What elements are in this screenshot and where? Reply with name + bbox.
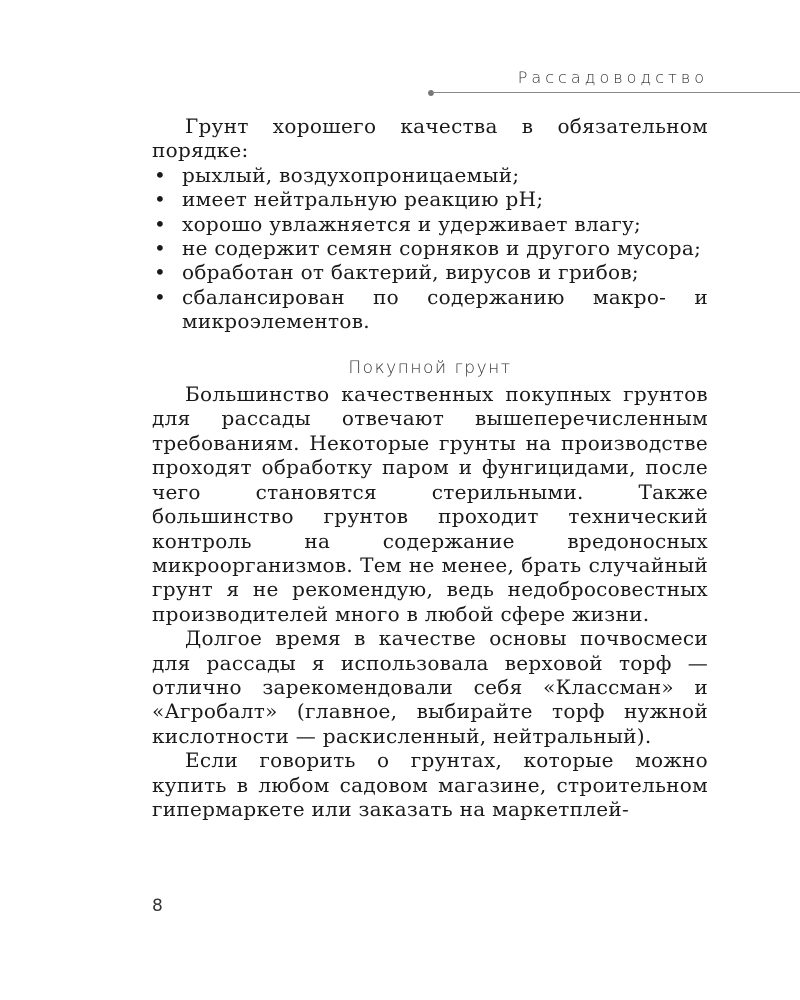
body-paragraph: Если говорить о грунтах, которые можно купить в любом садовом магазине, строительном гипермаркете или заказать на маркетплей- [152,748,708,821]
list-item [152,212,708,236]
list-item-text: хорошо увлажняется и удерживает влагу; [182,211,642,236]
list-item-text: сбалансирован по содержанию макро- и микроэлементов. [182,284,708,334]
section-heading: Покупной грунт [348,357,512,378]
list-item [152,260,708,284]
bullet-icon: • [154,284,167,309]
list-item-text: имеет нейтральную реакцию рН; [182,187,544,212]
bullet-icon: • [154,162,167,187]
list-item-text: обработан от бактерий, вирусов и грибов; [182,260,639,285]
bullet-icon: • [154,211,167,236]
header-rule [432,92,800,93]
bullet-icon: • [154,187,167,212]
page-number: 8 [152,896,163,916]
list-item [152,285,708,334]
body-paragraph: Большинство качественных покупных грунтов для рассады отвечают вышеперечисленным требованиям. Некоторые грунты на производстве проходят обработку паром и фунгицидами, после чего становятся стерильными. Также большинство грунтов проходит технический контроль на содержание вредоносных микроорганизмов. Тем не менее, брать случайный грунт я не рекомендую, ведь недобросовестных производителей много в любой сфере жизни. [152,382,708,626]
running-header-title: Рассадоводство [517,68,708,87]
list-item [152,187,708,211]
list-item [152,163,708,187]
list-item-text: не содержит семян сорняков и другого мусора; [182,236,702,261]
bullet-icon: • [154,236,167,261]
page-body [152,114,708,821]
body-paragraph: Долгое время в качестве основы почвосмеси для рассады я использовала верховой торф — отлично зарекомендовали себя «Классман» и «Агробалт» (главное, выбирайте торф нужной кислотности — раскисленный, нейтральный). [152,626,708,748]
intro-paragraph: Грунт хорошего качества в обязательном порядке: [152,114,708,163]
list-item [152,236,708,260]
criteria-list [152,163,708,334]
bullet-icon: • [154,260,167,285]
list-item-text: рыхлый, воздухопроницаемый; [182,162,520,187]
